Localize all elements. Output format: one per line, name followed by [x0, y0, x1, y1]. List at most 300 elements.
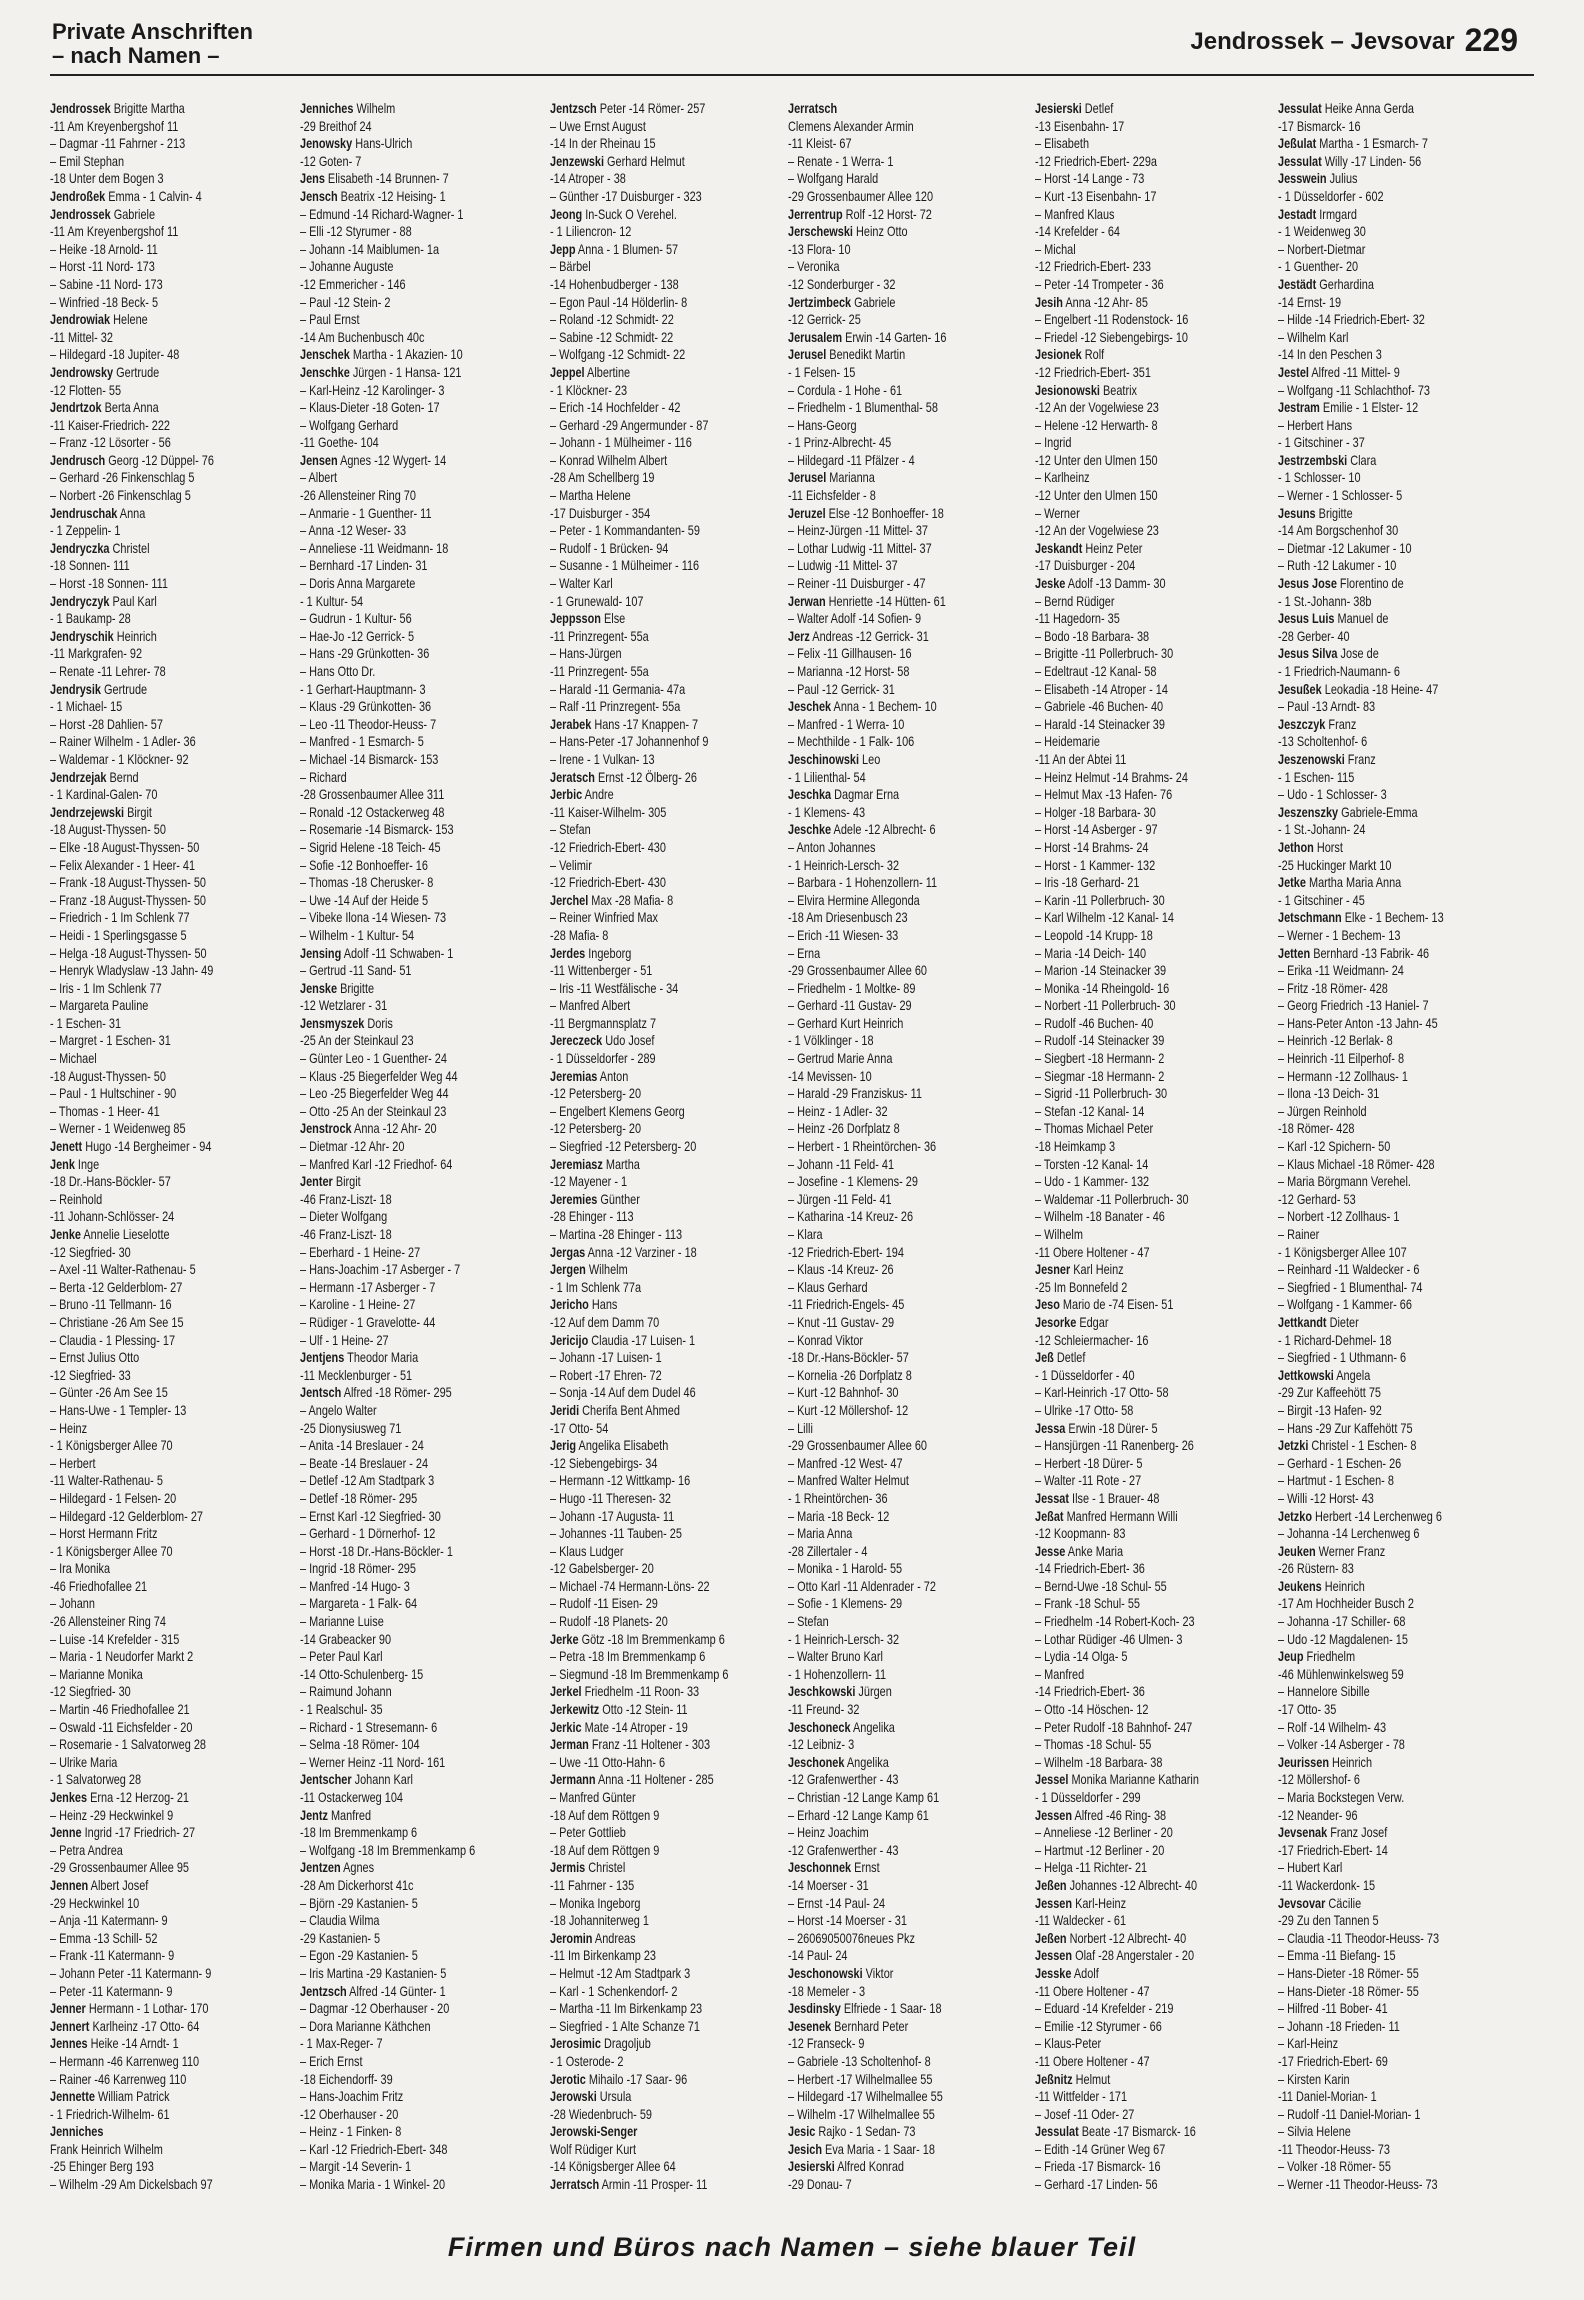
- directory-entry: – Ingrid: [1035, 434, 1072, 451]
- directory-entry: – Hae-Jo -12 Gerrick- 5: [300, 627, 415, 644]
- directory-entry: Jesic Rajko - 1 Sedan- 73: [788, 2123, 916, 2140]
- directory-entry: -14 Friedrich-Ebert- 36: [1035, 1560, 1145, 1577]
- directory-entry: – Hans-Georg: [788, 416, 857, 433]
- directory-entry: Jentz Manfred: [300, 1806, 372, 1823]
- directory-entry: – Johann -11 Feld- 41: [788, 1155, 895, 1172]
- directory-entry: -12 Gerhard- 53: [1278, 1190, 1356, 1207]
- surname: Jenschek: [300, 346, 350, 363]
- directory-entry: Jenowsky Hans-Ulrich: [300, 135, 413, 152]
- directory-entry: – Erich -11 Wiesen- 33: [788, 926, 899, 943]
- directory-entry: – Emma -13 Schill- 52: [50, 1929, 158, 1946]
- directory-entry: – Barbara - 1 Hohenzollern- 11: [788, 874, 938, 891]
- directory-entry: – Gerhard -11 Gustav- 29: [788, 997, 912, 1014]
- directory-entry: Jesußek Leokadia -18 Heine- 47: [1278, 680, 1439, 697]
- surname: Jendrysik: [50, 680, 101, 697]
- directory-entry: Jesus Jose Florentino de: [1278, 575, 1404, 592]
- directory-entry: – Thomas - 1 Heer- 41: [50, 1102, 160, 1119]
- directory-entry: Jendrowsky Gertrude: [50, 363, 160, 380]
- directory-entry: -12 Franseck- 9: [788, 2035, 865, 2052]
- surname: Jertzimbeck: [788, 293, 852, 310]
- surname: Jeschke: [788, 821, 832, 838]
- directory-entry: - 1 Düsseldorfer - 289: [550, 1050, 656, 1067]
- directory-entry: – Volker -18 Römer- 55: [1278, 2158, 1391, 2175]
- directory-entry: – Frank -11 Katermann- 9: [50, 1947, 175, 1964]
- directory-entry: – Claudia Wilma: [300, 1912, 380, 1929]
- directory-entry: Jergas Anna -12 Varziner - 18: [550, 1243, 697, 1260]
- directory-entry: – Karl -12 Friedrich-Ebert- 348: [300, 2140, 448, 2157]
- directory-entry: – Konrad Viktor: [788, 1331, 864, 1348]
- directory-entry: – Dietmar -12 Lakumer - 10: [1278, 539, 1412, 556]
- directory-entry: Jendryschik Heinrich: [50, 627, 157, 644]
- directory-entry: -14 Mevissen- 10: [788, 1067, 872, 1084]
- directory-entry: – Johanna -14 Lerchenweg 6: [1278, 1525, 1420, 1542]
- directory-entry: – Gabriele -13 Scholtenhof- 8: [788, 2052, 931, 2069]
- directory-entry: – Gerhard -29 Angermunder - 87: [550, 416, 709, 433]
- directory-entry: – Günter Leo - 1 Guenther- 24: [300, 1050, 447, 1067]
- surname: Jendrossek: [50, 100, 111, 116]
- directory-entry: -14 In den Peschen 3: [1278, 346, 1382, 363]
- surname: Jendruschak: [50, 504, 118, 521]
- directory-entry: – Helga -18 August-Thyssen- 50: [50, 944, 207, 961]
- surname: Jenniches: [50, 2123, 104, 2140]
- directory-entry: Jerman Franz -11 Holtener - 303: [550, 1736, 711, 1753]
- directory-entry: – Günther -17 Duisburger - 323: [550, 187, 702, 204]
- surname: Jeremies: [550, 1190, 598, 1207]
- page-header: [0, 0, 1584, 80]
- surname: Jerkic: [550, 1718, 582, 1735]
- directory-entry: – Jürgen -11 Feld- 41: [788, 1190, 892, 1207]
- directory-entry: Jeuken Werner Franz: [1278, 1542, 1386, 1559]
- directory-entry: Jetten Bernhard -13 Fabrik- 46: [1278, 944, 1430, 961]
- directory-entry: – Wilhelm -18 Barbara- 38: [1035, 1753, 1163, 1770]
- directory-entry: – Gertrud -11 Sand- 51: [300, 962, 412, 979]
- directory-entry: – Walter Bruno Karl: [788, 1648, 883, 1665]
- directory-entry: – Christian -12 Lange Kamp 61: [788, 1789, 940, 1805]
- directory-entry: – Heidemarie: [1035, 733, 1100, 750]
- directory-entry: – Waldemar -11 Pollerbruch- 30: [1035, 1190, 1189, 1207]
- directory-entry: – Hermann -12 Wittkamp- 16: [550, 1472, 691, 1489]
- surname: Jettkowski: [1278, 1366, 1334, 1383]
- surname: Jennert: [50, 2017, 90, 2034]
- directory-entry: – Wilhelm -18 Banater - 46: [1035, 1208, 1165, 1225]
- directory-entry: – Wolfgang -11 Schlachthof- 73: [1278, 381, 1430, 398]
- directory-entry: – Michal: [1035, 240, 1076, 257]
- directory-entry: -28 Wiedenbruch- 59: [550, 2105, 652, 2122]
- surname: Jeschonnek: [788, 1859, 852, 1876]
- directory-entry: - 1 Klemens- 43: [788, 803, 866, 820]
- directory-entry: - 1 Eschen- 115: [1278, 768, 1355, 785]
- surname: Jenzewski: [550, 152, 605, 169]
- directory-entry: Jesus Luis Manuel de: [1278, 610, 1389, 627]
- directory-entry: -12 Grafenwerther - 43: [788, 1771, 899, 1788]
- surname: Jendrowiak: [50, 311, 111, 328]
- directory-entry: Jessulat Willy -17 Linden- 56: [1278, 152, 1422, 169]
- directory-entry: Jeschonowski Viktor: [788, 1964, 894, 1981]
- directory-entry: – Paul -12 Stein- 2: [300, 293, 391, 310]
- directory-entry: – Edeltraut -12 Kanal- 58: [1035, 663, 1157, 679]
- directory-entry: – Helene -12 Herwarth- 8: [1035, 416, 1158, 433]
- directory-entry: -11 Markgrafen- 92: [50, 645, 143, 662]
- directory-entry: – Norbert-Dietmar: [1278, 240, 1366, 257]
- surname: Jetschmann: [1278, 909, 1342, 926]
- directory-entry: -26 Rüstern- 83: [1278, 1560, 1354, 1577]
- directory-entry: Jerkewitz Otto -12 Stein- 11: [550, 1701, 688, 1718]
- directory-entry: -12 Gerrick- 25: [788, 311, 861, 328]
- directory-entry: – Iris - 1 Im Schlenk 77: [50, 979, 162, 996]
- surname: Jerratsch: [788, 100, 838, 116]
- directory-entry: – Johann Peter -11 Katermann- 9: [50, 1964, 212, 1981]
- directory-entry: – Werner -11 Theodor-Heuss- 73: [1278, 2176, 1438, 2193]
- directory-entry: Jenstrock Anna -12 Ahr- 20: [300, 1120, 437, 1137]
- directory-entry: -11 Kaiser-Friedrich- 222: [50, 416, 170, 433]
- directory-entry: – Ludwig -11 Mittel- 37: [788, 557, 898, 574]
- surname: Jermis: [550, 1859, 586, 1876]
- directory-entry: - 1 Düsseldorfer - 40: [1035, 1366, 1135, 1383]
- directory-entry: -17 Friedrich-Ebert- 14: [1278, 1841, 1388, 1858]
- directory-entry: - 1 Zeppelin- 1: [50, 522, 121, 539]
- column-3: [550, 100, 790, 2225]
- directory-entry: - 1 Heinrich-Lersch- 32: [788, 1630, 900, 1647]
- directory-entry: -12 Siegfried- 30: [50, 1683, 131, 1700]
- directory-entry: Jendryczka Christel: [50, 539, 150, 556]
- directory-entry: -29 Grossenbaumer Allee 120: [788, 187, 934, 204]
- directory-entry: -11 Im Birkenkamp 23: [550, 1947, 657, 1964]
- directory-entry: - 1 Königsberger Allee 70: [50, 1437, 173, 1454]
- directory-entry: – Kurt -12 Bahnhof- 30: [788, 1384, 899, 1401]
- directory-entry: – Margit -14 Severin- 1: [300, 2158, 412, 2175]
- directory-entry: - 1 Baukamp- 28: [50, 610, 131, 627]
- directory-entry: Jendrysik Gertrude: [50, 680, 148, 697]
- surname: Jensen: [300, 451, 338, 468]
- directory-entry: Jenner Hermann - 1 Lothar- 170: [50, 2000, 209, 2017]
- directory-entry: – Ilona -13 Deich- 31: [1278, 1085, 1380, 1102]
- directory-entry: -28 Gerber- 40: [1278, 627, 1350, 644]
- directory-entry: – Siegbert -18 Hermann- 2: [1035, 1050, 1165, 1067]
- directory-entry: – Josefine - 1 Klemens- 29: [788, 1173, 918, 1190]
- directory-entry: – Johann: [50, 1595, 95, 1612]
- directory-entry: – Franz -18 August-Thyssen- 50: [50, 891, 206, 908]
- directory-entry: – Lothar Rüdiger -46 Ulmen- 3: [1035, 1630, 1183, 1647]
- directory-entry: -17 Bismarck- 16: [1278, 117, 1361, 134]
- directory-entry: – Herbert - 1 Rheintörchen- 36: [788, 1138, 937, 1155]
- directory-entry: -17 Duisburger - 204: [1035, 557, 1136, 574]
- directory-entry: -28 Grossenbaumer Allee 311: [300, 786, 445, 803]
- directory-entry: Jergen Wilhelm: [550, 1261, 628, 1278]
- directory-entry: – Eduard -14 Krefelder - 219: [1035, 2000, 1174, 2017]
- directory-entry: – Erika -11 Weidmann- 24: [1278, 962, 1404, 979]
- directory-entry: – Johann -17 Augusta- 11: [550, 1507, 675, 1524]
- directory-entry: Jetzko Herbert -14 Lerchenweg 6: [1278, 1507, 1442, 1524]
- directory-entry: – Frank -18 August-Thyssen- 50: [50, 874, 206, 891]
- directory-entry: – Sigrid -11 Pollerbruch- 30: [1035, 1085, 1168, 1102]
- directory-entry: – Hildegard -12 Gelderblom- 27: [50, 1507, 203, 1524]
- directory-entry: -18 Memeler - 3: [788, 1982, 866, 1999]
- surname: Jerz: [788, 627, 810, 644]
- directory-entry: -14 Ernst- 19: [1278, 293, 1342, 310]
- directory-entry: Jerke Götz -18 Im Bremmenkamp 6: [550, 1630, 725, 1647]
- directory-entry: – Rainer: [1278, 1226, 1320, 1242]
- directory-entry: Jesus Silva Jose de: [1278, 645, 1379, 662]
- directory-entry: -25 An der Steinkaul 23: [300, 1032, 414, 1049]
- directory-entry: - 1 Weidenweg 30: [1278, 223, 1366, 240]
- directory-entry: -12 Friedrich-Ebert- 229a: [1035, 152, 1157, 169]
- directory-entry: Jensmyszek Doris: [300, 1014, 393, 1031]
- directory-entry: Jeromin Andreas: [550, 1929, 636, 1946]
- directory-entry: – Heinz: [50, 1419, 88, 1436]
- directory-entry: – Sigrid Helene -18 Teich- 45: [300, 838, 441, 855]
- surname: Jessulat: [1278, 100, 1322, 116]
- surname: Jestram: [1278, 399, 1320, 416]
- directory-entry: -17 Friedrich-Ebert- 69: [1278, 2052, 1388, 2069]
- directory-entry: -12 Goten- 7: [300, 152, 362, 169]
- directory-entry: – Anita -14 Breslauer - 24: [300, 1437, 424, 1454]
- directory-entry: – Bernd Rüdiger: [1035, 592, 1115, 609]
- directory-entry: – Raimund Johann: [300, 1683, 392, 1700]
- surname: Jeuken: [1278, 1542, 1316, 1559]
- directory-entry: – Hans -29 Zur Kaffehött 75: [1278, 1419, 1413, 1436]
- directory-entry: - 1 Düsseldorfer - 299: [1035, 1789, 1141, 1805]
- directory-entry: Jerabek Hans -17 Knappen- 7: [550, 715, 699, 732]
- directory-entry: - 1 Osterode- 2: [550, 2052, 624, 2069]
- surname: Jeppsson: [550, 610, 601, 627]
- surname: Jeppel: [550, 363, 585, 380]
- directory-entry: Jentzsch Alfred -14 Günter- 1: [300, 1982, 446, 1999]
- directory-entry: – Ira Monika: [50, 1560, 111, 1577]
- surname: Jeszenszky: [1278, 803, 1339, 820]
- directory-entry: -12 Oberhauser - 20: [300, 2105, 399, 2122]
- directory-entry: – Dietmar -12 Ahr- 20: [300, 1138, 405, 1155]
- surname: Jenske: [300, 979, 338, 996]
- surname: Jentjens: [300, 1349, 345, 1366]
- directory-entry: – Marianne Luise: [300, 1613, 384, 1630]
- directory-entry: – Kornelia -26 Dorfplatz 8: [788, 1366, 912, 1383]
- directory-entry: – Heinrich -11 Eilperhof- 8: [1278, 1050, 1405, 1067]
- directory-entry: Jentsch Alfred -18 Römer- 295: [300, 1384, 452, 1401]
- surname: Jentzsch: [300, 1982, 347, 1999]
- surname: Jeschek: [788, 698, 832, 715]
- surname: Jesorke: [1035, 1313, 1077, 1330]
- directory-entry: - 1 Kardinal-Galen- 70: [50, 786, 158, 803]
- directory-entry: – Willi -12 Horst- 43: [1278, 1489, 1374, 1506]
- directory-entry: – Manfred - 1 Werra- 10: [788, 715, 905, 732]
- directory-entry: Jermis Christel: [550, 1859, 626, 1876]
- directory-entry: – Björn -29 Kastanien- 5: [300, 1894, 418, 1911]
- directory-entry: Jepp Anna - 1 Blumen- 57: [550, 240, 679, 257]
- directory-entry: Jeschonnek Ernst: [788, 1859, 880, 1876]
- directory-entry: – Manfred Albert: [550, 997, 631, 1014]
- directory-entry: – Hans-Joachim -17 Asberger - 7: [300, 1261, 461, 1278]
- directory-entry: - 1 Klöckner- 23: [550, 381, 628, 398]
- directory-entry: -26 Allensteiner Ring 74: [50, 1613, 166, 1630]
- directory-entry: Jettkowski Angela: [1278, 1366, 1371, 1383]
- directory-entry: – Katharina -14 Kreuz- 26: [788, 1208, 914, 1225]
- surname: Jenett: [50, 1138, 83, 1155]
- surname: Jermann: [550, 1771, 596, 1788]
- directory-entry: Jeskandt Heinz Peter: [1035, 539, 1143, 556]
- directory-entry: – Rosemarie -14 Bismarck- 153: [300, 821, 454, 838]
- surname: Jennen: [50, 1876, 89, 1893]
- surname: Jeremiasz: [550, 1155, 603, 1172]
- directory-entry: Jendrowiak Helene: [50, 311, 148, 328]
- directory-entry: – Karoline - 1 Heine- 27: [300, 1296, 416, 1313]
- surname: Jeßulat: [1278, 135, 1317, 152]
- directory-entry: Jennen Albert Josef: [50, 1876, 149, 1893]
- directory-entry: – Harald -29 Franziskus- 11: [788, 1085, 922, 1102]
- directory-entry: – Wilhelm -17 Wilhelmallee 55: [788, 2105, 935, 2122]
- directory-entry: - 1 St.-Johann- 24: [1278, 821, 1366, 838]
- surname: Jeromin: [550, 1929, 593, 1946]
- surname: Jendrossek: [50, 205, 111, 222]
- directory-entry: Jeppsson Else: [550, 610, 626, 627]
- directory-entry: -12 Wetzlarer - 31: [300, 997, 388, 1014]
- directory-entry: – Stefan -12 Kanal- 14: [1035, 1102, 1145, 1119]
- directory-entry: – Werner - 1 Schlosser- 5: [1278, 487, 1403, 504]
- directory-entry: – Mechthilde - 1 Falk- 106: [788, 733, 915, 750]
- directory-entry: – Doris Anna Margarete: [300, 575, 416, 592]
- directory-entry: – Hans-Jürgen: [550, 645, 622, 662]
- surname: Jenke: [50, 1226, 81, 1242]
- directory-entry: – Holger -18 Barbara- 30: [1035, 803, 1156, 820]
- directory-entry: – Reinhard -11 Waldecker - 6: [1278, 1261, 1420, 1278]
- directory-entry: – Manfred: [1035, 1665, 1085, 1682]
- surname: Jerman: [550, 1736, 589, 1753]
- directory-entry: – Rudolf -14 Steinacker 39: [1035, 1032, 1165, 1049]
- directory-entry: – Günter -26 Am See 15: [50, 1384, 168, 1401]
- directory-entry: – Johannes -11 Tauben- 25: [550, 1525, 682, 1542]
- directory-entry: – Bärbel: [550, 258, 591, 275]
- directory-entry: – Friedhelm -14 Robert-Koch- 23: [1035, 1613, 1195, 1630]
- directory-entry: -28 Am Dickerhorst 41c: [300, 1876, 414, 1893]
- directory-entry: – Hans-Joachim Fritz: [300, 2088, 404, 2105]
- directory-entry: Jennert Karlheinz -17 Otto- 64: [50, 2017, 200, 2034]
- directory-entry: – Karl - 1 Schenkendorf- 2: [550, 1982, 678, 1999]
- directory-entry: – Emma -11 Biefang- 15: [1278, 1947, 1396, 1964]
- surname: Jendrowsky: [50, 363, 114, 380]
- surname: Jerwan: [788, 592, 826, 609]
- directory-entry: – Cordula - 1 Hohe - 61: [788, 381, 903, 398]
- directory-entry: – Anja -11 Katermann- 9: [50, 1912, 168, 1929]
- surname: Jessen: [1035, 1947, 1073, 1964]
- surname: Jetten: [1278, 944, 1311, 961]
- directory-entry: Jeppel Albertine: [550, 363, 631, 380]
- surname: Jendroßek: [50, 187, 106, 204]
- surname: Jeßnitz: [1035, 2070, 1073, 2087]
- directory-entry: Frank Heinrich Wilhelm: [50, 2140, 163, 2157]
- surname: Jesswein: [1278, 170, 1327, 187]
- directory-entry: Jendrzejewski Birgit: [50, 803, 152, 820]
- directory-entry: – Siegmar -18 Hermann- 2: [1035, 1067, 1165, 1084]
- directory-entry: Wolf Rüdiger Kurt: [550, 2140, 636, 2157]
- directory-entry: – Josef -11 Oder- 27: [1035, 2105, 1135, 2122]
- directory-entry: Jerig Angelika Elisabeth: [550, 1437, 669, 1454]
- directory-entry: – Werner - 1 Bechem- 13: [1278, 926, 1401, 943]
- directory-entry: – Wolfgang -18 Im Bremmenkamp 6: [300, 1841, 476, 1858]
- directory-entry: – Monika - 1 Harold- 55: [788, 1560, 903, 1577]
- directory-entry: – Heinz - 1 Adler- 32: [788, 1102, 888, 1119]
- directory-entry: – Herbert Hans: [1278, 416, 1353, 433]
- surname: Jerschewski: [788, 223, 853, 240]
- directory-entry: Jesse Anke Maria: [1035, 1542, 1124, 1559]
- surname: Jessen: [1035, 1894, 1073, 1911]
- directory-entry: Jerowski Ursula: [550, 2088, 632, 2105]
- directory-entry: Jesih Anna -12 Ahr- 85: [1035, 293, 1148, 310]
- directory-entry: Jericijo Claudia -17 Luisen- 1: [550, 1331, 696, 1348]
- directory-entry: Jerosimic Dragoljub: [550, 2035, 651, 2052]
- directory-entry: Jevsovar Cäcilie: [1278, 1894, 1362, 1911]
- directory-entry: -29 Donau- 7: [788, 2176, 852, 2193]
- column-4: [788, 100, 1028, 2225]
- directory-entry: – Rudolf -46 Buchen- 40: [1035, 1014, 1154, 1031]
- directory-entry: - 1 Kultur- 54: [300, 592, 364, 609]
- directory-entry: Jerratsch Armin -11 Prosper- 11: [550, 2176, 708, 2193]
- directory-entry: -12 Friedrich-Ebert- 194: [788, 1243, 904, 1260]
- directory-entry: – Ralf -11 Prinzregent- 55a: [550, 698, 681, 715]
- directory-entry: Jeup Friedhelm: [1278, 1648, 1356, 1665]
- directory-entry: -18 Eichendorff- 39: [300, 2070, 393, 2087]
- directory-entry: -11 Kaiser-Wilhelm- 305: [550, 803, 667, 820]
- directory-entry: Jenschek Martha - 1 Akazien- 10: [300, 346, 463, 363]
- section-title: [52, 20, 253, 68]
- directory-entry: – Veronika: [788, 258, 840, 275]
- directory-entry: – 26069050076neues Pkz: [788, 1929, 915, 1946]
- directory-entry: -12 Auf dem Damm 70: [550, 1313, 660, 1330]
- directory-entry: -12 An der Vogelwiese 23: [1035, 522, 1159, 539]
- directory-entry: - 1 Düsseldorfer - 602: [1278, 187, 1384, 204]
- surname: Jerdes: [550, 944, 586, 961]
- directory-entry: – Heinz Joachim: [788, 1824, 869, 1841]
- directory-entry: – Rüdiger - 1 Gravelotte- 44: [300, 1313, 436, 1330]
- directory-entry: – Walter -11 Rote - 27: [1035, 1472, 1142, 1489]
- directory-entry: – Manfred Günter: [550, 1789, 636, 1805]
- surname: Jessat: [1035, 1489, 1070, 1506]
- directory-entry: – Horst -14 Moerser - 31: [788, 1912, 907, 1929]
- directory-entry: – Velimir: [550, 856, 592, 873]
- directory-entry: – Henryk Wladyslaw -13 Jahn- 49: [50, 962, 214, 979]
- column-5: [1035, 100, 1275, 2225]
- directory-entry: – Dagmar -12 Oberhauser - 20: [300, 2000, 450, 2017]
- directory-entry: Jendruschak Anna: [50, 504, 146, 521]
- directory-entry: -13 Eisenbahn- 17: [1035, 117, 1125, 134]
- directory-entry: -11 Wittfelder - 171: [1035, 2088, 1128, 2105]
- surname: Jesdinsky: [788, 2000, 841, 2017]
- directory-entry: – Horst -18 Sonnen- 111: [50, 575, 168, 592]
- directory-entry: – Hartmut -12 Berliner - 20: [1035, 1841, 1165, 1858]
- surname: Jerosimic: [550, 2035, 601, 2052]
- directory-entry: – Peter -14 Trompeter - 36: [1035, 275, 1164, 292]
- directory-entry: – Martha -11 Im Birkenkamp 23: [550, 2000, 703, 2017]
- directory-entry: – Horst -18 Dr.-Hans-Böckler- 1: [300, 1542, 453, 1559]
- directory-entry: – Renate - 1 Werra- 1: [788, 152, 894, 169]
- directory-entry: Jeremias Anton: [550, 1067, 629, 1084]
- directory-entry: – Luise -14 Krefelder - 315: [50, 1630, 180, 1647]
- directory-entry: Jenk Inge: [50, 1155, 100, 1172]
- directory-entry: – Fritz -18 Römer- 428: [1278, 979, 1388, 996]
- directory-entry: – Emilie -12 Styrumer - 66: [1035, 2017, 1162, 2034]
- surname: Jesus Silva: [1278, 645, 1338, 662]
- directory-entry: Jesierski Detlef: [1035, 100, 1114, 116]
- directory-entry: – Elisabeth -14 Atroper - 14: [1035, 680, 1168, 697]
- directory-entry: – Berta -12 Gelderblom- 27: [50, 1278, 183, 1295]
- directory-entry: – Horst -14 Brahms- 24: [1035, 838, 1149, 855]
- directory-entry: – Sofie - 1 Klemens- 29: [788, 1595, 903, 1612]
- surname: Jendrzejak: [50, 768, 107, 785]
- directory-entry: Jensch Beatrix -12 Heising- 1: [300, 187, 446, 204]
- directory-entry: – Erich -14 Hochfelder - 42: [550, 399, 681, 416]
- directory-entry: – Helmut Max -13 Hafen- 76: [1035, 786, 1173, 803]
- directory-entry: – Herbert -17 Wilhelmallee 55: [788, 2070, 933, 2087]
- directory-entry: - 1 Völklinger - 18: [788, 1032, 874, 1049]
- directory-entry: – Hartmut - 1 Eschen- 8: [1278, 1472, 1394, 1489]
